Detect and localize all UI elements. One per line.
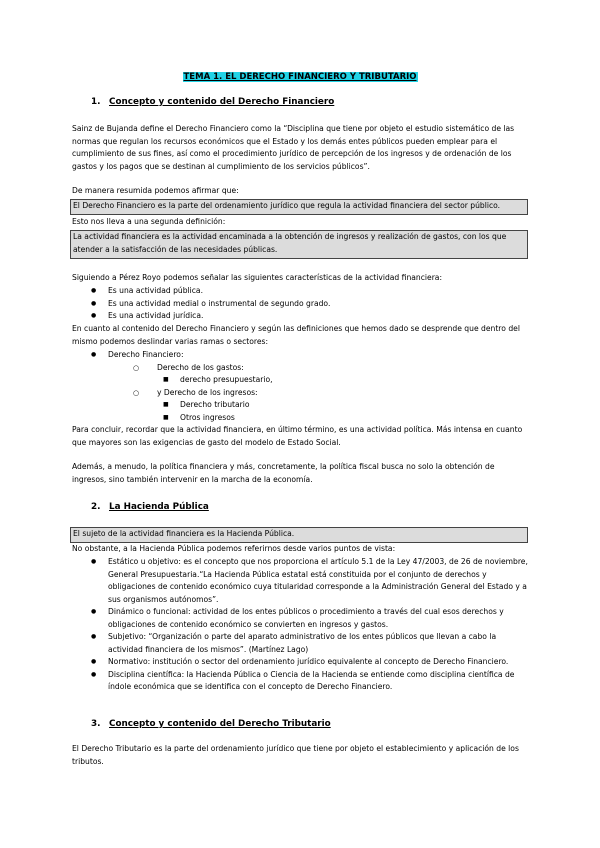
- characteristics-list: [72, 285, 528, 323]
- list-item: ● Es una actividad jurídica.: [72, 310, 528, 323]
- tree-item-derecho-financiero: ● Derecho Financiero:: [72, 349, 528, 362]
- list-item: ● Es una actividad medial o instrumental de segundo grado.: [72, 298, 528, 311]
- list-item: ● Normativo: institución o sector del ordenamiento jurídico equivalente al concepto de Derecho Financiero.: [72, 656, 528, 669]
- content-intro: En cuanto al contenido del Derecho Financiero y según las definiciones que hemos dado se desprende que dentro del mismo podemos deslindar varias ramas o sectores:: [72, 324, 520, 346]
- list-item: ● Disciplina científica: la Hacienda Pública o Ciencia de la Hacienda se entiende como disciplina científica de índole económica que se identifica con el concepto de Derecho Financiero.: [72, 669, 528, 694]
- section-1-definition-paragraph: Sainz de Bujanda define el Derecho Financiero como la “Disciplina que tiene por objeto el estudio sistemático de las normas que regulan los recursos económicos que el Estado y los demás entes públicos pueden emplear para el cumplimiento de sus fines, así como el procedimiento jurídico de percepción de los ingresos y de ordenación de los gastos y los pagos que se destinan al cumplimiento de los servicios públicos”.: [72, 124, 515, 171]
- list-item: ● Es una actividad pública.: [72, 285, 528, 298]
- document-title: TEMA 1. EL DERECHO FINANCIERO Y TRIBUTARIO: [183, 72, 417, 82]
- tree-item-ingresos: ○ y Derecho de los ingresos:: [72, 387, 528, 400]
- section-3-paragraph: El Derecho Tributario es la parte del ordenamiento jurídico que tiene por objeto el establecimiento y aplicación de los tributos.: [72, 744, 519, 766]
- tree-item-otros: ■ Otros ingresos: [72, 412, 528, 425]
- hacienda-box: El sujeto de la actividad financiera es la Hacienda Pública.: [70, 527, 528, 543]
- ademas-paragraph: Además, a menudo, la política financiera y más, concretamente, la política fiscal busca no solo la obtención de ingresos, sino también intervenir en la marcha de la economía.: [72, 462, 495, 484]
- conclusion-paragraph: Para concluir, recordar que la actividad financiera, en último término, es una actividad política. Más intensa en cuanto que mayores son las exigencias de gasto del modelo de Estado Social.: [72, 425, 523, 447]
- list-item: ● Subjetivo: “Organización o parte del aparato administrativo de los entes públicos que llevan a cabo la actividad financiera de los mismos”. (Martínez Lago): [72, 631, 528, 656]
- list-item: ● Dinámico o funcional: actividad de los entes públicos o procedimiento a través del cual esos derechos y obligaciones de contenido económico se convierten en ingresos y gastos.: [72, 606, 528, 631]
- tree-item-gastos: ○ Derecho de los gastos:: [72, 362, 528, 375]
- tree-item-tributario: ■ Derecho tributario: [72, 399, 528, 412]
- second-definition-intro: Esto nos lleva a una segunda definición:: [72, 217, 226, 226]
- tree-item-presupuestario: ■ derecho presupuestario,: [72, 374, 528, 387]
- perez-royo-intro: Siguiendo a Pérez Royo podemos señalar las siguientes características de la actividad financiera:: [72, 273, 443, 282]
- list-item: ● Estático u objetivo: es el concepto que nos proporciona el artículo 5.1 de la Ley 47/2003, de 26 de noviembre, General Presupuestaria.“La Hacienda Pública estatal está constituida por el conjunto de derechos y obligaciones de contenido económico cuya titularidad corresponde a la Administración General del Estado y a sus organismos autónomos”.: [72, 556, 528, 606]
- section-1-heading: 1. Concepto y contenido del Derecho Financiero: [91, 97, 335, 107]
- viewpoints-list: [72, 556, 528, 694]
- branches-tree: [72, 349, 528, 424]
- summary-intro: De manera resumida podemos afirmar que:: [72, 186, 239, 195]
- definition-box-2: La actividad financiera es la actividad encaminada a la obtención de ingresos y realización de gastos, con los que atender a la satisfacción de las necesidades públicas.: [70, 230, 528, 259]
- section-2-heading: 2. La Hacienda Pública: [91, 502, 209, 512]
- section-3-heading: 3. Concepto y contenido del Derecho Tributario: [91, 719, 331, 729]
- definition-box-1: El Derecho Financiero es la parte del ordenamiento jurídico que regula la actividad financiera del sector público.: [70, 199, 528, 215]
- hacienda-intro: No obstante, a la Hacienda Pública podemos referirnos desde varios puntos de vista:: [72, 544, 396, 553]
